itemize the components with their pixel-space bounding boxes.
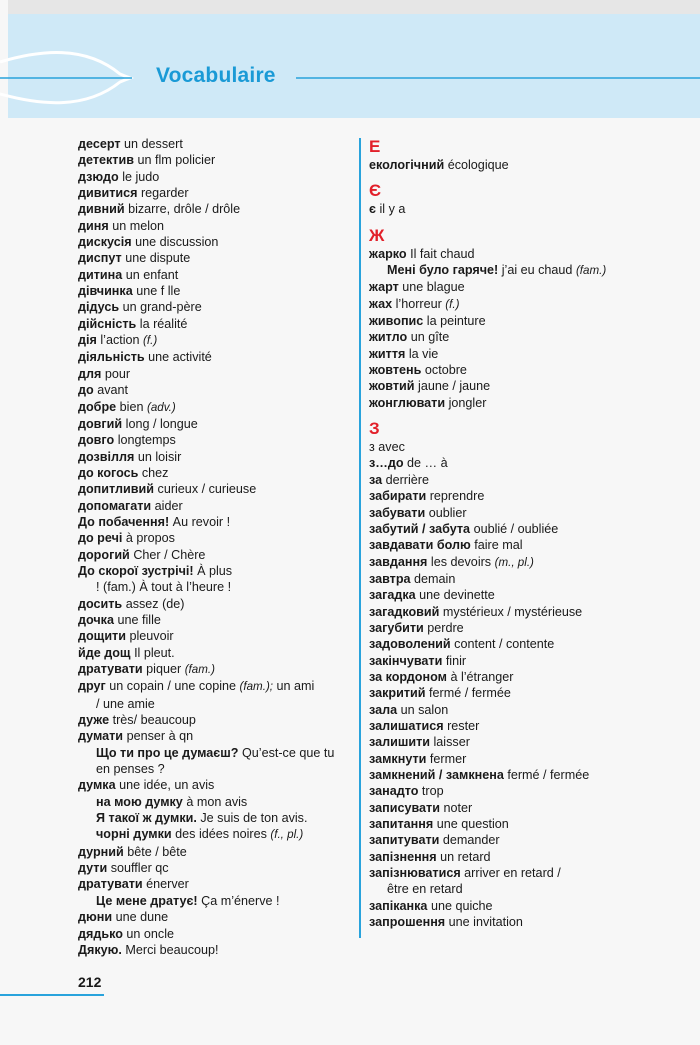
vocabulary-entry xyxy=(369,571,689,587)
french-translation: une devinette xyxy=(419,588,495,603)
french-translation: rester xyxy=(447,718,480,733)
ukrainian-word: закінчувати xyxy=(369,653,443,668)
vocabulary-entry xyxy=(78,612,348,628)
vocabulary-entry xyxy=(78,696,348,712)
ukrainian-word: дратувати xyxy=(78,662,143,676)
french-translation: jaune / jaune xyxy=(418,379,491,394)
french-translation: trop xyxy=(421,784,444,799)
vocabulary-entry xyxy=(78,794,348,810)
ukrainian-word: Мені було гаряче! xyxy=(387,263,499,278)
vocabulary-entry xyxy=(369,881,689,897)
vocabulary-entry xyxy=(369,537,689,553)
ukrainian-word: діяльність xyxy=(78,350,145,365)
french-translation: à propos xyxy=(125,531,175,546)
vocabulary-entry xyxy=(78,449,348,465)
french-translation: la réalité xyxy=(139,316,188,331)
ukrainian-word: дуже xyxy=(78,713,110,728)
ukrainian-word: занадто xyxy=(369,784,419,799)
ukrainian-word: детектив xyxy=(78,153,134,168)
grammar-note: (fam.) xyxy=(575,264,607,278)
vocabulary-entry xyxy=(78,942,348,958)
ukrainian-word: диня xyxy=(78,218,109,233)
ukrainian-word: допомагати xyxy=(78,498,152,513)
ukrainian-word: дзюдо xyxy=(78,169,119,184)
ukrainian-word: залишити xyxy=(369,735,430,750)
ukrainian-word: Це мене дратує! xyxy=(96,893,198,908)
ukrainian-word: чорні думки xyxy=(96,827,172,842)
ukrainian-word: загубити xyxy=(369,620,424,635)
vocabulary-entry xyxy=(78,628,348,644)
french-translation: l’action xyxy=(100,333,140,348)
ukrainian-word: Що ти про це думаєш? xyxy=(96,745,239,760)
vocabulary-entry xyxy=(369,849,689,865)
ukrainian-word: довгий xyxy=(78,416,123,431)
french-translation: une invitation xyxy=(448,915,523,930)
vocabulary-entry xyxy=(78,777,348,793)
french-translation: arriver en retard / xyxy=(464,866,561,881)
french-translation: pleuvoir xyxy=(129,629,174,644)
french-translation: jongler xyxy=(448,395,487,410)
vocabulary-entry xyxy=(369,767,689,783)
french-translation: laisser xyxy=(433,735,470,750)
ukrainian-word: дочка xyxy=(78,612,114,627)
vocabulary-entry xyxy=(78,909,348,925)
french-translation: un grand-père xyxy=(122,300,202,315)
vocabulary-entry xyxy=(369,262,689,279)
ukrainian-word: допитливий xyxy=(78,482,155,497)
vocabulary-entry xyxy=(369,201,689,217)
vocabulary-entry xyxy=(78,382,348,398)
french-translation: reprendre xyxy=(429,489,485,504)
ukrainian-word: замкнути xyxy=(369,751,427,766)
french-translation: à l’étranger xyxy=(450,669,514,684)
vocabulary-entry xyxy=(78,432,348,448)
vocabulary-entry xyxy=(78,579,348,595)
ukrainian-word: записувати xyxy=(369,800,440,815)
vocabulary-entry xyxy=(78,514,348,530)
french-translation: à mon avis xyxy=(186,794,248,809)
french-translation: ! (fam.) À tout à l’heure ! xyxy=(96,580,232,595)
ukrainian-word: запитувати xyxy=(369,833,440,848)
french-translation: octobre xyxy=(424,363,467,378)
vocabulary-entry xyxy=(78,547,348,563)
vocabulary-entry xyxy=(369,279,689,295)
column-divider xyxy=(359,138,361,938)
french-translation: Il fait chaud xyxy=(410,246,475,261)
ukrainian-word: запізнення xyxy=(369,849,437,864)
vocabulary-entry xyxy=(369,587,689,603)
french-translation: l’horreur xyxy=(395,296,442,311)
vocabulary-entry xyxy=(78,366,348,382)
french-translation: énerver xyxy=(146,877,189,892)
french-translation: une dispute xyxy=(125,251,191,266)
french-translation: un flm policier xyxy=(137,153,216,168)
vocabulary-entry xyxy=(369,653,689,669)
vocabulary-entry xyxy=(369,346,689,362)
french-translation: une blague xyxy=(402,280,465,295)
ukrainian-word: диспут xyxy=(78,251,122,266)
ukrainian-word: живопис xyxy=(369,314,424,329)
grammar-note: (adv.) xyxy=(146,400,176,414)
vocabulary-entry xyxy=(78,810,348,826)
vocabulary-entry xyxy=(369,914,689,930)
ukrainian-word: дозвілля xyxy=(78,449,135,464)
french-translation: j’ai eu chaud xyxy=(501,263,573,278)
grammar-note: (m., pl.) xyxy=(494,555,534,569)
vocabulary-entry xyxy=(369,505,689,521)
ukrainian-word: десерт xyxy=(78,137,121,151)
ukrainian-word: дійсність xyxy=(78,316,137,331)
french-translation: fermé / fermée xyxy=(429,686,511,701)
vocabulary-entry xyxy=(369,816,689,832)
french-translation: un ami xyxy=(276,679,315,694)
french-translation: Ça m’énerve ! xyxy=(201,893,280,908)
french-translation: bête / bête xyxy=(127,844,187,859)
vocabulary-entry xyxy=(369,521,689,537)
french-translation: À plus xyxy=(197,563,233,578)
vocabulary-entry xyxy=(78,712,348,728)
vocabulary-entry xyxy=(369,455,689,471)
vocabulary-entry xyxy=(78,860,348,876)
ukrainian-word: для xyxy=(78,366,102,381)
grammar-note: (f.) xyxy=(445,297,460,311)
grammar-note: (f., pl.) xyxy=(270,828,304,842)
french-translation: une activité xyxy=(148,350,212,365)
grammar-note: (fam.); xyxy=(239,680,274,694)
ukrainian-word: дядько xyxy=(78,926,123,941)
vocabulary-entry xyxy=(369,329,689,345)
french-translation: faire mal xyxy=(474,538,523,553)
ukrainian-word: закритий xyxy=(369,686,426,701)
ukrainian-word: жарт xyxy=(369,280,399,295)
ukrainian-word: До скорої зустрічі! xyxy=(78,563,194,578)
ukrainian-word: запіканка xyxy=(369,898,428,913)
french-translation: bien xyxy=(119,399,144,414)
french-translation: fermer xyxy=(429,751,467,766)
french-translation: Il pleut. xyxy=(134,645,175,660)
ukrainian-word: за кордоном xyxy=(369,669,447,684)
french-translation: Cher / Chère xyxy=(133,547,206,562)
french-translation: les devoirs xyxy=(430,554,492,569)
ukrainian-word: забутий / забута xyxy=(369,521,471,536)
vocabulary-entry xyxy=(78,498,348,514)
vocabulary-entry xyxy=(78,169,348,185)
ukrainian-word: дискусія xyxy=(78,235,132,250)
french-translation: souffler qc xyxy=(110,861,169,876)
section-title: Vocabulaire xyxy=(156,64,276,87)
vocabulary-entry xyxy=(78,267,348,283)
vocabulary-entry xyxy=(78,893,348,909)
ukrainian-word: жах xyxy=(369,296,393,311)
vocabulary-entry xyxy=(369,865,689,881)
french-translation: oublié / oubliée xyxy=(473,521,559,536)
vocabulary-entry xyxy=(369,832,689,848)
vocabulary-entry xyxy=(78,826,348,843)
vocabulary-entry xyxy=(369,554,689,571)
french-translation: une question xyxy=(436,817,509,832)
ukrainian-word: йде дощ xyxy=(78,645,131,660)
ukrainian-word: життя xyxy=(369,346,406,361)
ukrainian-word: за xyxy=(369,472,383,487)
french-translation: chez xyxy=(141,465,169,480)
vocabulary-entry xyxy=(369,669,689,685)
vocabulary-entry xyxy=(78,152,348,168)
vocabulary-entry xyxy=(369,439,689,455)
french-translation: piquer xyxy=(146,662,182,676)
ukrainian-word: запрошення xyxy=(369,915,446,930)
french-translation: un melon xyxy=(112,218,165,233)
ukrainian-word: забирати xyxy=(369,489,427,504)
vocabulary-entry xyxy=(369,636,689,652)
ukrainian-word: загадковий xyxy=(369,604,440,619)
ukrainian-word: дідусь xyxy=(78,300,120,315)
french-translation: une idée, un avis xyxy=(119,778,215,793)
ukrainian-word: з…до xyxy=(369,456,404,471)
french-translation: il y a xyxy=(379,202,406,217)
french-translation: Qu’est-ce que tu xyxy=(241,745,335,760)
ukrainian-word: забувати xyxy=(369,505,426,520)
ukrainian-word: дія xyxy=(78,333,97,348)
ukrainian-word: зала xyxy=(369,702,398,717)
french-translation: perdre xyxy=(427,620,464,635)
vocabulary-entry xyxy=(78,299,348,315)
ukrainian-word: жонглювати xyxy=(369,395,446,410)
french-translation: une discussion xyxy=(135,235,219,250)
vocabulary-entry xyxy=(78,136,348,152)
vocabulary-entry xyxy=(369,734,689,750)
vocabulary-entry xyxy=(78,201,348,217)
french-translation: la peinture xyxy=(426,314,486,329)
vocabulary-entry xyxy=(369,604,689,620)
french-translation: un enfant xyxy=(125,267,179,282)
french-translation: / une amie xyxy=(96,696,155,711)
vocabulary-entry xyxy=(78,250,348,266)
vocabulary-entry xyxy=(369,751,689,767)
french-translation: finir xyxy=(445,653,467,668)
ukrainian-word: завдання xyxy=(369,554,428,569)
ukrainian-word: жарко xyxy=(369,246,407,261)
ukrainian-word: з xyxy=(369,440,375,455)
french-translation: curieux / curieuse xyxy=(157,482,257,497)
vocabulary-entry xyxy=(369,898,689,914)
letter-group xyxy=(369,419,689,930)
vocabulary-entry xyxy=(369,718,689,734)
vocabulary-entry xyxy=(369,702,689,718)
ukrainian-word: дорогий xyxy=(78,547,130,562)
vocabulary-entry xyxy=(369,296,689,313)
vocabulary-entry xyxy=(369,488,689,504)
vocabulary-entry xyxy=(78,844,348,860)
letter-heading: Е xyxy=(369,137,381,156)
vocabulary-entry xyxy=(369,157,689,173)
french-translation: aider xyxy=(154,498,183,513)
french-translation: content / contente xyxy=(454,637,555,652)
vocabulary-column-left xyxy=(78,136,348,958)
french-translation: demander xyxy=(442,833,500,848)
ukrainian-word: досить xyxy=(78,596,123,611)
letter-heading: Ж xyxy=(369,225,385,245)
grammar-note: (fam.) xyxy=(184,663,215,676)
vocabulary-entry xyxy=(369,620,689,636)
french-translation: Merci beaucoup! xyxy=(125,942,219,957)
vocabulary-entry xyxy=(78,876,348,892)
vocabulary-entry xyxy=(369,395,689,411)
vocabulary-entry xyxy=(369,313,689,329)
vocabulary-entry xyxy=(78,761,348,777)
ukrainian-word: Я такої ж думки. xyxy=(96,811,197,826)
french-translation: fermé / fermée xyxy=(507,768,590,782)
ukrainian-word: довго xyxy=(78,433,115,448)
french-translation: un salon xyxy=(400,702,449,717)
french-translation: Au revoir ! xyxy=(172,514,231,529)
french-translation: de … à xyxy=(407,456,448,471)
ukrainian-word: думати xyxy=(78,729,124,744)
vocabulary-entry xyxy=(78,416,348,432)
french-translation: être en retard xyxy=(387,882,463,897)
ukrainian-word: друг xyxy=(78,679,106,694)
french-translation: regarder xyxy=(140,186,189,201)
ukrainian-word: житло xyxy=(369,330,408,345)
vocabulary-entry xyxy=(78,481,348,497)
vocabulary-entry xyxy=(369,800,689,816)
french-translation: bizarre, drôle / drôle xyxy=(128,202,241,217)
french-translation: demain xyxy=(414,571,456,586)
vocabulary-entry xyxy=(78,349,348,365)
french-translation: très/ beaucoup xyxy=(112,713,196,728)
ukrainian-word: запізнюватися xyxy=(369,866,461,881)
ukrainian-word: дути xyxy=(78,861,108,876)
vocabulary-entry xyxy=(78,283,348,299)
french-translation: écologique xyxy=(447,158,509,172)
french-translation: une dune xyxy=(115,910,169,925)
ukrainian-word: залишатися xyxy=(369,718,444,733)
vocabulary-entry xyxy=(78,332,348,349)
letter-group xyxy=(369,181,689,217)
ukrainian-word: дивитися xyxy=(78,186,138,201)
french-translation: le judo xyxy=(122,169,160,184)
ukrainian-word: дощити xyxy=(78,629,126,644)
vocabulary-entry xyxy=(78,218,348,234)
vocabulary-entry xyxy=(78,728,348,744)
french-translation: pour xyxy=(104,366,131,381)
grammar-note: (f.) xyxy=(143,334,158,348)
letter-heading: Є xyxy=(369,181,382,201)
french-translation: un oncle xyxy=(126,926,175,941)
vocabulary-entry xyxy=(78,745,348,761)
ukrainian-word: загадка xyxy=(369,588,416,603)
ukrainian-word: замкнений / замкнена xyxy=(369,768,504,782)
page-number: 212 xyxy=(78,974,102,990)
vocabulary-entry xyxy=(78,661,348,678)
ukrainian-word: дитина xyxy=(78,267,123,282)
ukrainian-word: добре xyxy=(78,399,117,414)
french-translation: en penses ? xyxy=(96,762,165,777)
french-translation: long / longue xyxy=(125,416,198,431)
french-translation: une quiche xyxy=(430,898,493,913)
vocabulary-entry xyxy=(369,362,689,378)
page-header xyxy=(0,0,700,118)
ukrainian-word: дюни xyxy=(78,910,113,925)
vocabulary-entry xyxy=(78,678,348,695)
french-translation: longtemps xyxy=(117,433,176,448)
ukrainian-word: Дякую. xyxy=(78,942,122,957)
ukrainian-word: жовтень xyxy=(369,363,422,378)
french-translation: une f lle xyxy=(136,284,181,299)
ukrainian-word: завтра xyxy=(369,571,411,586)
vocabulary-entry xyxy=(78,926,348,942)
vocabulary-entry xyxy=(78,234,348,250)
french-translation: un gîte xyxy=(410,330,450,345)
vocabulary-column-right xyxy=(369,135,689,938)
header-banner xyxy=(0,0,700,118)
ukrainian-word: запитання xyxy=(369,817,434,832)
french-translation: des idées noires xyxy=(175,827,267,842)
french-translation: un retard xyxy=(440,849,491,864)
french-translation: mystérieux / mystérieuse xyxy=(442,604,583,619)
ukrainian-word: думка xyxy=(78,778,116,793)
vocabulary-entry xyxy=(369,378,689,394)
letter-group xyxy=(369,226,689,411)
vocabulary-entry xyxy=(369,472,689,488)
ukrainian-word: на мою думку xyxy=(96,794,183,809)
french-translation: noter xyxy=(443,800,473,815)
french-translation: un dessert xyxy=(124,137,183,151)
vocabulary-entry xyxy=(369,685,689,701)
vocabulary-entry xyxy=(78,465,348,481)
french-translation: penser à qn xyxy=(126,729,194,744)
vocabulary-entry xyxy=(78,563,348,579)
vocabulary-entry xyxy=(78,399,348,416)
ukrainian-word: дивний xyxy=(78,202,125,217)
ukrainian-word: жовтий xyxy=(369,379,415,394)
french-translation: Je suis de ton avis. xyxy=(200,811,308,826)
vocabulary-entry xyxy=(78,596,348,612)
ukrainian-word: до xyxy=(78,383,94,398)
vocabulary-entry xyxy=(369,246,689,262)
ukrainian-word: завдавати болю xyxy=(369,538,471,553)
french-translation: assez (de) xyxy=(125,596,185,611)
ukrainian-word: дурний xyxy=(78,844,124,859)
french-translation: une fille xyxy=(117,612,161,627)
ukrainian-word: дратувати xyxy=(78,877,143,892)
french-translation: avec xyxy=(378,440,405,455)
french-translation: un loisir xyxy=(137,449,182,464)
ukrainian-word: є xyxy=(369,202,376,217)
ukrainian-word: екологічний xyxy=(369,158,445,172)
vocabulary-entry xyxy=(78,185,348,201)
letter-heading: З xyxy=(369,419,380,439)
french-translation: oublier xyxy=(428,505,467,520)
french-translation: la vie xyxy=(408,346,439,361)
footer-rule xyxy=(0,994,104,996)
vocabulary-entry xyxy=(369,783,689,799)
french-translation: avant xyxy=(97,383,128,398)
ukrainian-word: дівчинка xyxy=(78,284,133,299)
vocabulary-entry xyxy=(78,530,348,546)
ukrainian-word: До побачення! xyxy=(78,514,170,529)
ukrainian-word: до речі xyxy=(78,531,123,546)
ukrainian-word: до когось xyxy=(78,465,139,480)
french-translation: un copain / une copine xyxy=(109,679,237,694)
french-translation: derrière xyxy=(385,472,430,487)
vocabulary-entry xyxy=(78,316,348,332)
letter-group xyxy=(369,137,689,173)
ukrainian-word: задоволений xyxy=(369,637,451,652)
vocabulary-entry xyxy=(78,645,348,661)
